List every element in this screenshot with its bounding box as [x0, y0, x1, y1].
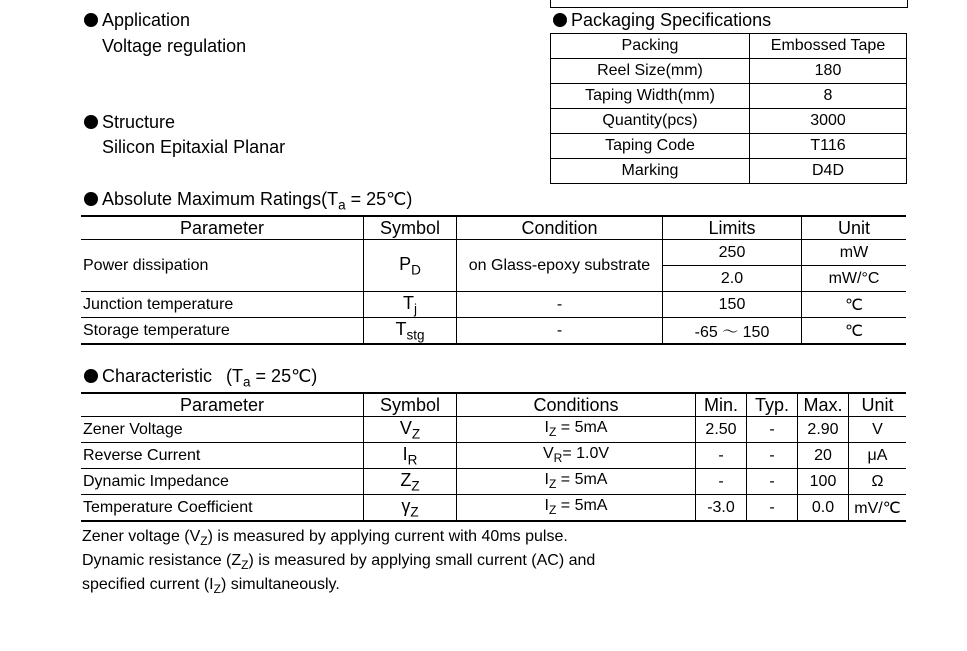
symbol-storage: [364, 318, 457, 345]
header-parameter: Parameter: [81, 216, 364, 240]
limit-storage: -65 ～ 150: [663, 318, 802, 345]
limit-junction: 150: [663, 292, 802, 318]
typ-cell: -: [747, 443, 798, 469]
cond-b: = 5mA: [556, 419, 608, 437]
table-row: [81, 318, 906, 345]
note-text: Dynamic resistance (Z: [82, 552, 242, 569]
note-dynamic-resistance: [82, 552, 595, 572]
note-zener-voltage: [82, 528, 568, 548]
sym-sub: D: [411, 262, 421, 278]
unit-cell: V: [849, 417, 907, 443]
cond-suffix: = 25℃): [250, 366, 318, 386]
characteristic-heading: [84, 366, 317, 390]
sym: Z: [400, 469, 412, 490]
abs-max-table: [81, 215, 906, 345]
unit-storage: ℃: [802, 318, 907, 345]
conditions-cell: [457, 469, 696, 495]
symbol-cell: [364, 443, 457, 469]
application-text: Voltage regulation: [102, 36, 247, 56]
max-cell: 0.0: [798, 495, 849, 522]
param-cell: Reverse Current: [81, 443, 364, 469]
header-limits: Limits: [663, 216, 802, 240]
header-unit: Unit: [802, 216, 907, 240]
sym-sub: Z: [410, 504, 419, 520]
cond-prefix: (T: [226, 366, 244, 386]
limit-power-2: 2.0: [663, 266, 802, 292]
table-row: [551, 84, 907, 109]
typ-cell: -: [747, 469, 798, 495]
param-power: Power dissipation: [81, 240, 364, 292]
sym-sub: R: [407, 452, 418, 468]
note-text: ) is measured by applying small current (AC) and: [248, 552, 596, 569]
table-row: [551, 109, 907, 134]
table-cell: 3000: [750, 109, 907, 134]
header-condition: Condition: [457, 216, 663, 240]
note-sub: Z: [213, 582, 221, 597]
param-cell: Zener Voltage: [81, 417, 364, 443]
symbol-power: [364, 240, 457, 292]
packaging-heading-text: Packaging Specifications: [571, 10, 772, 30]
cond-a: I: [544, 419, 549, 437]
cond-a: I: [544, 497, 549, 515]
header-symbol: Symbol: [364, 393, 457, 417]
conditions-cell: [457, 417, 696, 443]
table-cell: Embossed Tape: [750, 34, 907, 59]
param-cell: Dynamic Impedance: [81, 469, 364, 495]
min-cell: 2.50: [696, 417, 747, 443]
table-row: [81, 240, 906, 266]
sym: I: [402, 443, 408, 464]
bullet-icon: [84, 192, 98, 206]
cond-sub: Z: [548, 477, 557, 492]
typ-cell: -: [747, 495, 798, 522]
abs-max-heading-text: Absolute Maximum Ratings: [102, 189, 322, 209]
note-text: specified current (I: [82, 576, 214, 593]
cond-suffix: = 25℃): [345, 189, 413, 209]
conditions-cell: [457, 495, 696, 522]
unit-power-2: mW/°C: [802, 266, 907, 292]
sym-sub: Z: [411, 478, 420, 494]
top-box-edge: [550, 0, 908, 8]
bullet-icon: [84, 115, 98, 129]
header-unit: Unit: [849, 393, 907, 417]
structure-text: Silicon Epitaxial Planar: [102, 137, 286, 157]
table-header-row: [81, 393, 906, 417]
param-storage: Storage temperature: [81, 318, 364, 345]
table-header-row: [81, 216, 906, 240]
condition-storage: -: [457, 318, 663, 345]
cond-sub: Z: [548, 425, 557, 440]
cond-b: = 5mA: [556, 471, 608, 489]
note-specified-current: [82, 576, 340, 596]
sym: V: [399, 417, 412, 438]
cond-a: I: [544, 471, 549, 489]
param-cell: Temperature Coefficient: [81, 495, 364, 522]
min-cell: -: [696, 443, 747, 469]
note-text: ) is measured by applying current with 40ms pulse.: [207, 528, 568, 545]
table-cell: 180: [750, 59, 907, 84]
table-row: [81, 443, 906, 469]
table-row: [81, 469, 906, 495]
cond-sub: a: [338, 197, 346, 213]
table-row: [551, 134, 907, 159]
condition-junction: -: [457, 292, 663, 318]
sym: P: [399, 253, 412, 274]
table-cell: Reel Size(mm): [551, 59, 750, 84]
unit-junction: ℃: [802, 292, 907, 318]
unit-cell: mV/℃: [849, 495, 907, 522]
symbol-cell: [364, 417, 457, 443]
abs-max-heading: [84, 189, 412, 213]
unit-cell: Ω: [849, 469, 907, 495]
sym: γ: [401, 495, 411, 516]
sym: T: [403, 292, 414, 313]
limit-power-1: 250: [663, 240, 802, 266]
characteristic-condition: [226, 366, 318, 390]
header-parameter: Parameter: [81, 393, 364, 417]
max-cell: 100: [798, 469, 849, 495]
table-cell: Marking: [551, 159, 750, 184]
cond-sub: Z: [548, 503, 557, 518]
table-cell: T116: [750, 134, 907, 159]
typ-cell: -: [747, 417, 798, 443]
characteristic-table: [81, 392, 906, 522]
bullet-icon: [84, 369, 98, 383]
note-text: Zener voltage (V: [82, 528, 201, 545]
structure-heading: [84, 112, 175, 133]
application-heading-text: Application: [102, 10, 191, 30]
header-max: Max.: [798, 393, 849, 417]
header-min: Min.: [696, 393, 747, 417]
table-row: [81, 292, 906, 318]
max-cell: 20: [798, 443, 849, 469]
header-conditions: Conditions: [457, 393, 696, 417]
param-junction: Junction temperature: [81, 292, 364, 318]
max-cell: 2.90: [798, 417, 849, 443]
cond-sub: R: [553, 451, 563, 466]
note-text: ) simultaneously.: [220, 576, 340, 593]
table-row: [551, 59, 907, 84]
cond-b: = 5mA: [556, 497, 608, 515]
abs-max-condition: [321, 189, 413, 213]
conditions-cell: [457, 443, 696, 469]
sym-sub: j: [414, 301, 417, 317]
unit-cell: μA: [849, 443, 907, 469]
application-heading: [84, 10, 190, 31]
table-cell: Quantity(pcs): [551, 109, 750, 134]
cond-prefix: (T: [321, 189, 339, 209]
sym-sub: Z: [411, 426, 421, 442]
sym: T: [395, 318, 407, 339]
note-sub: Z: [241, 558, 249, 573]
symbol-cell: [364, 495, 457, 522]
cond-b: = 1.0V: [562, 445, 610, 463]
header-symbol: Symbol: [364, 216, 457, 240]
cond-a: V: [542, 445, 554, 463]
note-sub: Z: [200, 534, 208, 549]
cond-sub: a: [243, 374, 251, 390]
sym-sub: stg: [406, 327, 425, 343]
packaging-heading: [553, 10, 771, 31]
condition-power: on Glass-epoxy substrate: [457, 240, 663, 292]
bullet-icon: [84, 13, 98, 27]
table-row: [81, 495, 906, 522]
symbol-cell: [364, 469, 457, 495]
table-cell: 8: [750, 84, 907, 109]
packaging-table: [550, 33, 907, 184]
table-row: [551, 34, 907, 59]
symbol-junction: [364, 292, 457, 318]
unit-power-1: mW: [802, 240, 907, 266]
table-row: [81, 417, 906, 443]
table-cell: Taping Width(mm): [551, 84, 750, 109]
min-cell: -3.0: [696, 495, 747, 522]
table-cell: Taping Code: [551, 134, 750, 159]
table-row: [551, 159, 907, 184]
characteristic-heading-text: Characteristic: [102, 366, 213, 386]
bullet-icon: [553, 13, 567, 27]
table-cell: Packing: [551, 34, 750, 59]
structure-heading-text: Structure: [102, 112, 176, 132]
table-cell: D4D: [750, 159, 907, 184]
header-typ: Typ.: [747, 393, 798, 417]
min-cell: -: [696, 469, 747, 495]
